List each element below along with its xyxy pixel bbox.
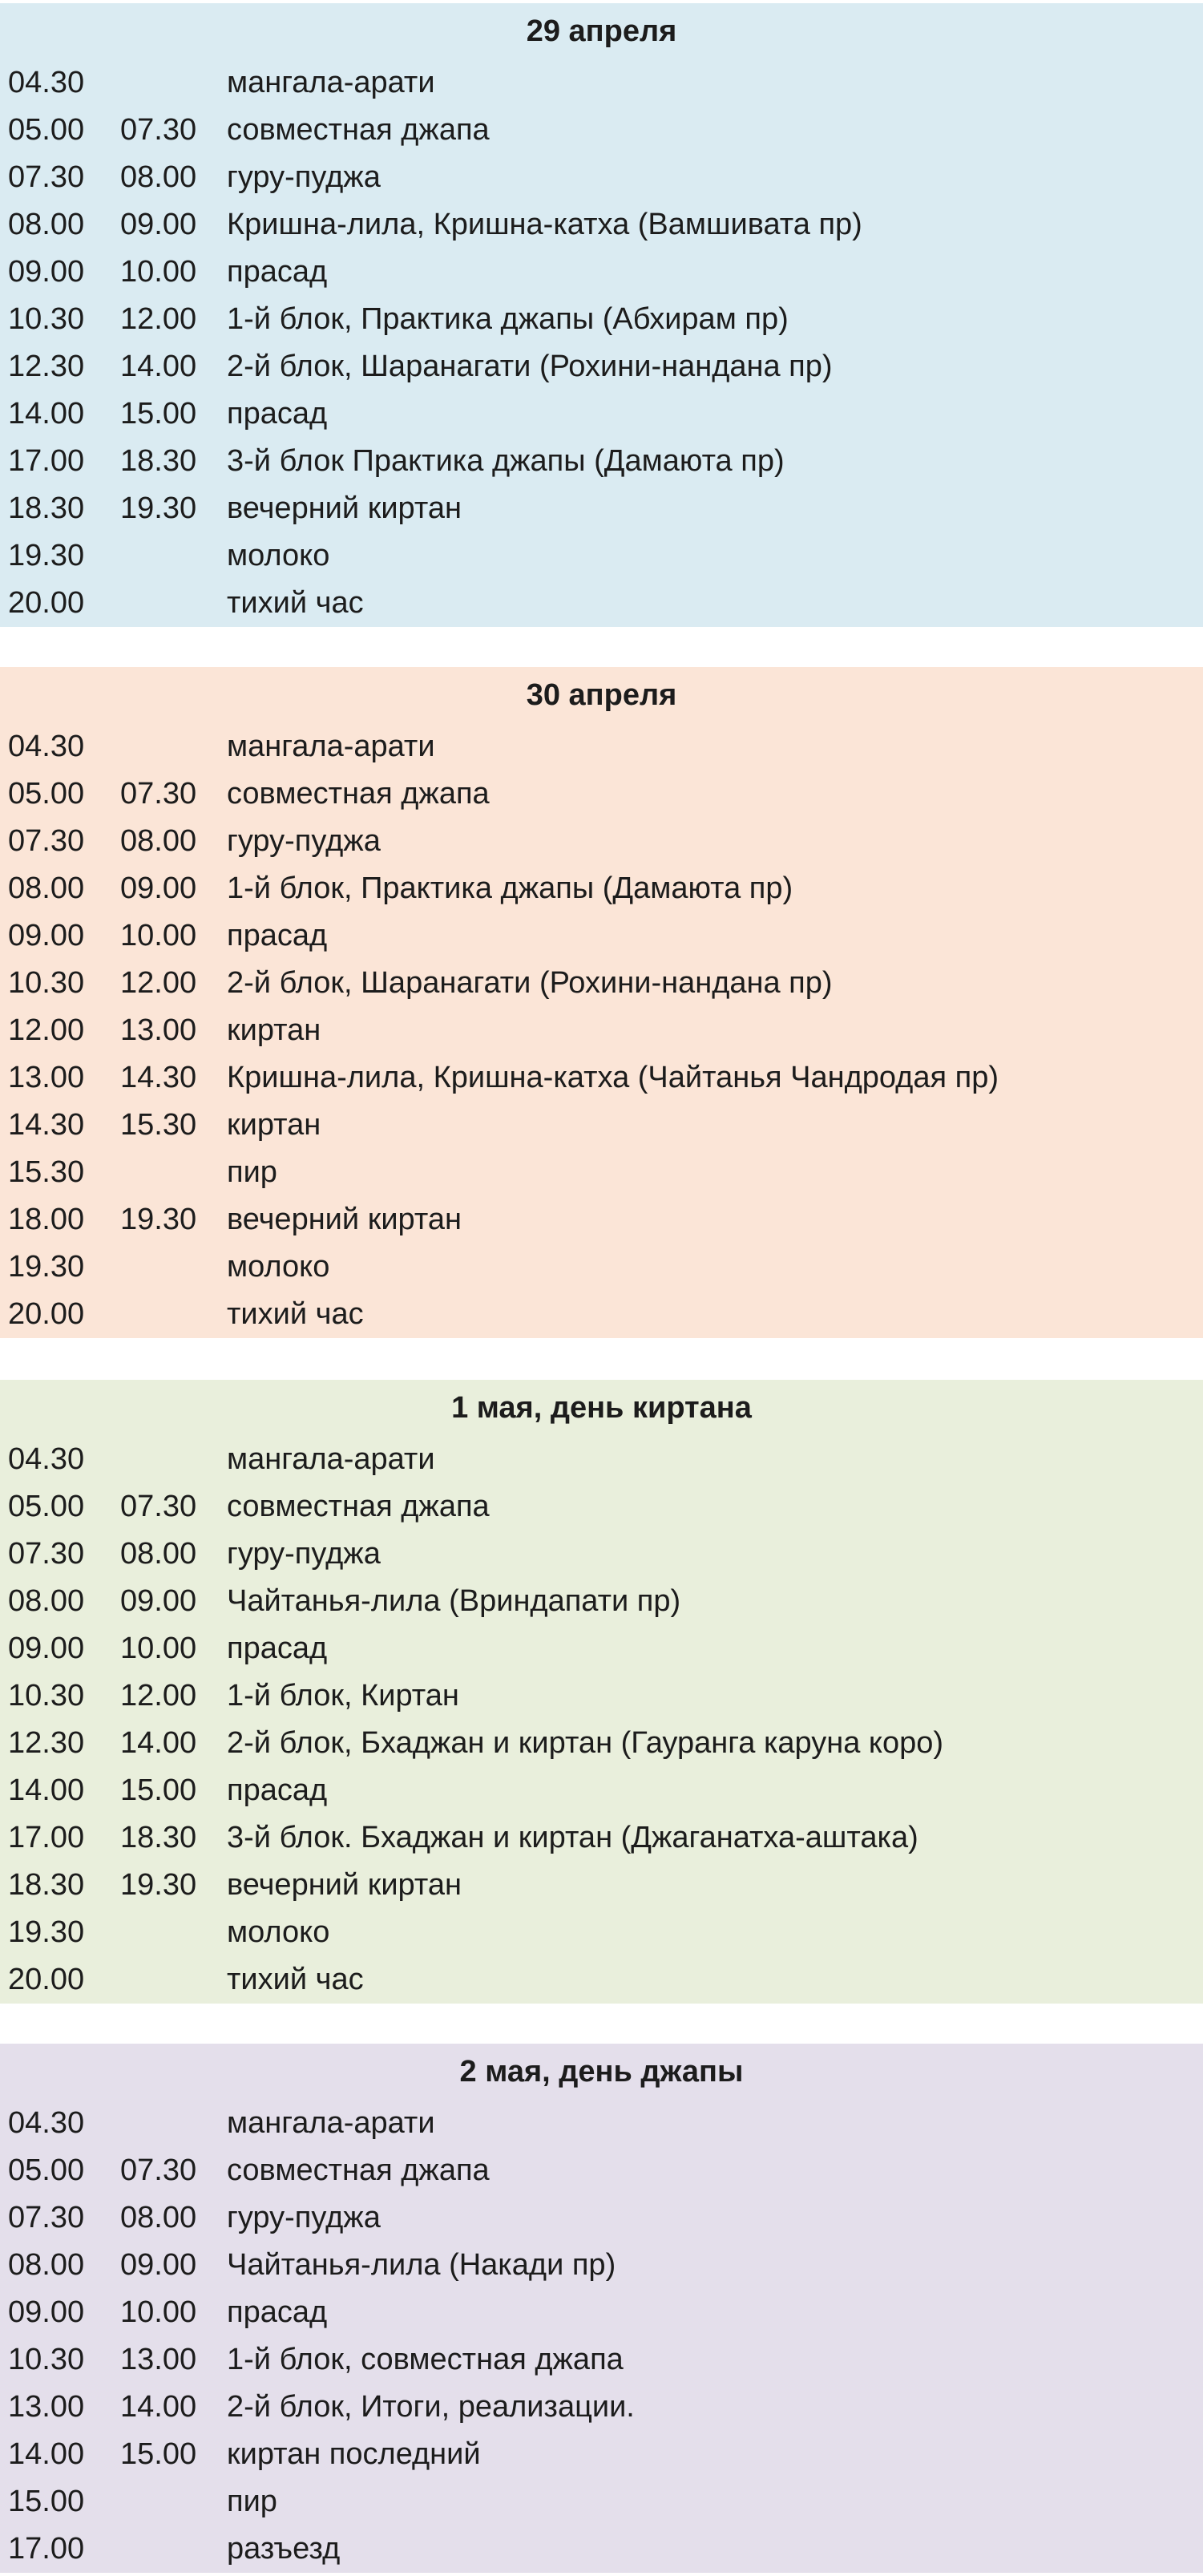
event-name: гуру-пуджа: [227, 1537, 381, 1571]
event-name: гуру-пуджа: [227, 160, 381, 194]
schedule-row: [0, 2147, 1203, 2194]
event-name: 2-й блок, Итоги, реализации.: [227, 2390, 635, 2424]
start-time: 07.30: [8, 824, 85, 858]
schedule-row: [0, 1767, 1203, 1814]
event-name: молоко: [227, 1915, 330, 1949]
event-name: пир: [227, 2485, 277, 2518]
end-time: 07.30: [120, 2153, 197, 2187]
day-block-apr-29: [0, 3, 1203, 627]
day-title: 2 мая, день джапы: [459, 2055, 744, 2089]
schedule-row: [0, 2384, 1203, 2431]
start-time: 05.00: [8, 1490, 85, 1523]
schedule-row: [0, 912, 1203, 960]
end-time: 12.00: [120, 302, 197, 336]
day-block-may-2: [0, 2044, 1203, 2573]
end-time: 13.00: [120, 2343, 197, 2376]
event-name: Чайтанья-лила (Накади пр): [227, 2248, 616, 2282]
end-time: 09.00: [120, 2248, 197, 2282]
end-time: 12.00: [120, 966, 197, 1000]
schedule-row: [0, 154, 1203, 201]
event-name: мангала-арати: [227, 730, 435, 763]
event-name: 2-й блок, Шаранагати (Рохини-нандана пр): [227, 350, 833, 383]
event-name: прасад: [227, 1773, 328, 1807]
event-name: 1-й блок, Киртан: [227, 1679, 459, 1713]
start-time: 19.30: [8, 1915, 85, 1949]
schedule-row: [0, 438, 1203, 485]
end-time: 07.30: [120, 777, 197, 811]
schedule-row: [0, 723, 1203, 770]
start-time: 08.00: [8, 871, 85, 905]
end-time: 14.00: [120, 2390, 197, 2424]
schedule-row: [0, 2478, 1203, 2525]
event-name: тихий час: [227, 586, 364, 620]
start-time: 20.00: [8, 1963, 85, 1996]
day-title: 29 апреля: [526, 14, 677, 48]
start-time: 14.30: [8, 1108, 85, 1142]
schedule-row: [0, 1814, 1203, 1862]
schedule-row: [0, 1054, 1203, 1102]
schedule-row: [0, 1436, 1203, 1483]
schedule-row: [0, 1909, 1203, 1956]
event-name: мангала-арати: [227, 66, 435, 99]
schedule-row: [0, 1483, 1203, 1531]
start-time: 05.00: [8, 2153, 85, 2187]
end-time: 10.00: [120, 1632, 197, 1665]
end-time: 08.00: [120, 2201, 197, 2234]
end-time: 08.00: [120, 1537, 197, 1571]
start-time: 08.00: [8, 1584, 85, 1618]
event-name: гуру-пуджа: [227, 824, 381, 858]
schedule-row: [0, 2336, 1203, 2384]
event-name: прасад: [227, 397, 328, 431]
event-name: киртан: [227, 1108, 321, 1142]
end-time: 19.30: [120, 1868, 197, 1902]
start-time: 12.30: [8, 1726, 85, 1760]
end-time: 08.00: [120, 824, 197, 858]
end-time: 14.00: [120, 1726, 197, 1760]
end-time: 07.30: [120, 113, 197, 147]
end-time: 15.30: [120, 1108, 197, 1142]
start-time: 13.00: [8, 2390, 85, 2424]
start-time: 07.30: [8, 1537, 85, 1571]
schedule-row: [0, 343, 1203, 390]
start-time: 10.30: [8, 966, 85, 1000]
end-time: 10.00: [120, 255, 197, 289]
event-name: совместная джапа: [227, 777, 490, 811]
event-name: Кришна-лила, Кришна-катха (Вамшивата пр): [227, 208, 862, 241]
event-name: киртан последний: [227, 2437, 481, 2471]
event-name: 1-й блок, Практика джапы (Дамаюта пр): [227, 871, 793, 905]
start-time: 14.00: [8, 397, 85, 431]
start-time: 20.00: [8, 586, 85, 620]
schedule-row: [0, 59, 1203, 107]
event-name: 1-й блок, Практика джапы (Абхирам пр): [227, 302, 789, 336]
event-name: пир: [227, 1155, 277, 1189]
schedule-row: [0, 960, 1203, 1007]
start-time: 04.30: [8, 1442, 85, 1476]
end-time: 10.00: [120, 2295, 197, 2329]
end-time: 12.00: [120, 1679, 197, 1713]
event-name: 2-й блок, Шаранагати (Рохини-нандана пр): [227, 966, 833, 1000]
event-name: киртан: [227, 1013, 321, 1047]
end-time: 18.30: [120, 1821, 197, 1854]
schedule-row: [0, 865, 1203, 912]
end-time: 15.00: [120, 1773, 197, 1807]
schedule-row: [0, 1956, 1203, 2004]
day-title: 1 мая, день киртана: [451, 1391, 752, 1425]
end-time: 09.00: [120, 871, 197, 905]
start-time: 07.30: [8, 2201, 85, 2234]
event-name: вечерний киртан: [227, 1868, 462, 1902]
start-time: 15.30: [8, 1155, 85, 1189]
event-name: Чайтанья-лила (Вриндапати пр): [227, 1584, 681, 1618]
schedule-row: [0, 2242, 1203, 2289]
start-time: 17.00: [8, 1821, 85, 1854]
event-name: 1-й блок, совместная джапа: [227, 2343, 624, 2376]
start-time: 08.00: [8, 208, 85, 241]
event-name: прасад: [227, 919, 328, 952]
schedule-row: [0, 1291, 1203, 1338]
start-time: 18.30: [8, 491, 85, 525]
start-time: 17.00: [8, 444, 85, 478]
start-time: 09.00: [8, 919, 85, 952]
schedule-row: [0, 249, 1203, 296]
end-time: 09.00: [120, 208, 197, 241]
schedule-row: [0, 296, 1203, 343]
start-time: 18.00: [8, 1203, 85, 1236]
schedule-row: [0, 390, 1203, 438]
schedule-row: [0, 770, 1203, 818]
end-time: 13.00: [120, 1013, 197, 1047]
end-time: 14.30: [120, 1061, 197, 1094]
end-time: 07.30: [120, 1490, 197, 1523]
schedule-row: [0, 2194, 1203, 2242]
end-time: 19.30: [120, 1203, 197, 1236]
schedule-row: [0, 532, 1203, 580]
day-block-apr-30: [0, 667, 1203, 1338]
end-time: 15.00: [120, 2437, 197, 2471]
schedule-row: [0, 1672, 1203, 1720]
start-time: 14.00: [8, 1773, 85, 1807]
start-time: 15.00: [8, 2485, 85, 2518]
day-title: 30 апреля: [526, 678, 677, 712]
event-name: 3-й блок Практика джапы (Дамаюта пр): [227, 444, 785, 478]
end-time: 15.00: [120, 397, 197, 431]
start-time: 09.00: [8, 2295, 85, 2329]
start-time: 12.30: [8, 350, 85, 383]
event-name: тихий час: [227, 1963, 364, 1996]
event-name: 3-й блок. Бхаджан и киртан (Джаганатха-аштака): [227, 1821, 918, 1854]
start-time: 04.30: [8, 2106, 85, 2140]
event-name: прасад: [227, 255, 328, 289]
schedule-row: [0, 1720, 1203, 1767]
schedule-row: [0, 2289, 1203, 2336]
event-name: гуру-пуджа: [227, 2201, 381, 2234]
start-time: 04.30: [8, 730, 85, 763]
day-block-may-1: [0, 1380, 1203, 2004]
schedule-row: [0, 485, 1203, 532]
schedule-row: [0, 1625, 1203, 1672]
event-name: совместная джапа: [227, 113, 490, 147]
start-time: 12.00: [8, 1013, 85, 1047]
schedule-row: [0, 107, 1203, 154]
end-time: 09.00: [120, 1584, 197, 1618]
start-time: 19.30: [8, 1250, 85, 1284]
schedule-row: [0, 1531, 1203, 1578]
start-time: 09.00: [8, 1632, 85, 1665]
schedule-row: [0, 2100, 1203, 2147]
start-time: 13.00: [8, 1061, 85, 1094]
start-time: 14.00: [8, 2437, 85, 2471]
schedule-row: [0, 2431, 1203, 2478]
event-name: молоко: [227, 1250, 330, 1284]
schedule-row: [0, 2525, 1203, 2573]
event-name: вечерний киртан: [227, 1203, 462, 1236]
start-time: 09.00: [8, 255, 85, 289]
event-name: тихий час: [227, 1297, 364, 1331]
start-time: 04.30: [8, 66, 85, 99]
start-time: 08.00: [8, 2248, 85, 2282]
start-time: 19.30: [8, 539, 85, 572]
event-name: вечерний киртан: [227, 491, 462, 525]
schedule-row: [0, 201, 1203, 249]
end-time: 10.00: [120, 919, 197, 952]
event-name: совместная джапа: [227, 1490, 490, 1523]
start-time: 18.30: [8, 1868, 85, 1902]
event-name: молоко: [227, 539, 330, 572]
event-name: Кришна-лила, Кришна-катха (Чайтанья Чандродая пр): [227, 1061, 999, 1094]
start-time: 10.30: [8, 302, 85, 336]
event-name: мангала-арати: [227, 2106, 435, 2140]
end-time: 14.00: [120, 350, 197, 383]
start-time: 05.00: [8, 113, 85, 147]
schedule-row: [0, 1244, 1203, 1291]
start-time: 10.30: [8, 1679, 85, 1713]
start-time: 20.00: [8, 1297, 85, 1331]
end-time: 08.00: [120, 160, 197, 194]
start-time: 17.00: [8, 2532, 85, 2566]
event-name: разъезд: [227, 2532, 341, 2566]
schedule-row: [0, 1196, 1203, 1244]
end-time: 18.30: [120, 444, 197, 478]
schedule-row: [0, 1578, 1203, 1625]
schedule-row: [0, 1007, 1203, 1054]
event-name: мангала-арати: [227, 1442, 435, 1476]
schedule-row: [0, 1102, 1203, 1149]
schedule-row: [0, 580, 1203, 627]
event-name: 2-й блок, Бхаджан и киртан (Гауранга каруна коро): [227, 1726, 944, 1760]
schedule-row: [0, 818, 1203, 865]
event-name: прасад: [227, 2295, 328, 2329]
event-name: прасад: [227, 1632, 328, 1665]
schedule-row: [0, 1149, 1203, 1196]
start-time: 07.30: [8, 160, 85, 194]
start-time: 05.00: [8, 777, 85, 811]
schedule-row: [0, 1862, 1203, 1909]
end-time: 19.30: [120, 491, 197, 525]
event-name: совместная джапа: [227, 2153, 490, 2187]
start-time: 10.30: [8, 2343, 85, 2376]
